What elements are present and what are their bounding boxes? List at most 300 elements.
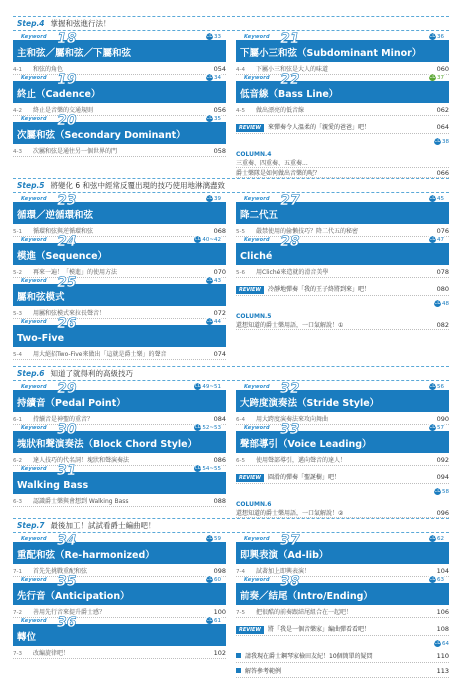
cd-disc-icon: CD	[206, 116, 213, 121]
review-title: 冷靜地彈奏「我的王子終將到來」吧！	[267, 286, 370, 293]
cd-track-badge	[427, 236, 446, 243]
cd-track-number: 57	[437, 424, 444, 431]
keyword-header[interactable]	[236, 422, 449, 453]
right-column	[236, 533, 449, 678]
entry-page: 056	[213, 106, 226, 114]
entry-title: 和弦的角色	[33, 66, 64, 73]
review-title: 將「我是一個音樂家」編曲彈看看吧！	[267, 626, 370, 633]
keyword-section	[236, 422, 449, 466]
keyword-label: Keyword	[21, 384, 47, 390]
keyword-section	[13, 234, 226, 278]
entry-page: 113	[436, 667, 449, 675]
keyword-number: 20	[57, 113, 77, 129]
toc-entry[interactable]	[13, 607, 226, 618]
cd-track-badge	[192, 236, 223, 243]
cd-disc-icon: CD	[429, 34, 436, 39]
entry-title: 次屬和弦是通往另一個世界的門	[33, 148, 118, 155]
left-column	[13, 31, 226, 178]
entry-title: 用大絕招Two-Five來做出「這就是爵士樂」的聲音	[33, 351, 167, 358]
cd-track-number: 64	[442, 640, 449, 647]
cd-track-badge	[427, 74, 446, 81]
cd-track-badge	[427, 535, 446, 542]
keyword-header[interactable]	[236, 533, 449, 564]
cd-track-number: 62	[437, 535, 444, 542]
review-entry[interactable]	[236, 472, 449, 484]
keyword-label: Keyword	[21, 278, 47, 284]
toc-entry[interactable]	[13, 146, 226, 157]
entry-title: 用屬和弦模式來拉長聲音！	[33, 310, 106, 317]
cd-track-number: 63	[437, 576, 444, 583]
cd-track-badge	[192, 424, 223, 431]
keyword-number: 24	[57, 234, 77, 250]
keyword-title: 循環／逆循環和弦	[17, 210, 94, 221]
cd-track-number: 56	[437, 383, 444, 390]
keyword-section	[236, 72, 449, 116]
entry-number: 5-3	[13, 311, 22, 317]
entry-title: 使用聲部導引，邁向聲音的達人！	[256, 457, 347, 464]
step-columns	[13, 193, 449, 366]
keyword-number: 29	[57, 381, 77, 397]
entry-number: 6-2	[13, 458, 22, 464]
step-columns	[13, 31, 449, 178]
keyword-header[interactable]	[13, 113, 226, 144]
keyword-header[interactable]	[236, 381, 449, 412]
keyword-section	[13, 463, 226, 507]
column-row	[236, 168, 449, 178]
keyword-header[interactable]	[236, 31, 449, 62]
cd-disc-icon: CD	[429, 536, 436, 541]
toc-entry[interactable]	[236, 414, 449, 425]
review-tag: REVIEW	[236, 626, 264, 634]
keyword-title: Two-Five	[17, 333, 65, 344]
entry-number: 7-3	[13, 651, 22, 657]
cd-disc-icon: CD	[429, 425, 436, 430]
toc-entry[interactable]	[236, 267, 449, 278]
cd-track-number: 60	[214, 576, 221, 583]
cd-track-number: 37	[437, 74, 444, 81]
entry-title: 達人技巧的代名詞！塊狀和聲演奏法	[33, 457, 130, 464]
keyword-number: 19	[57, 72, 77, 88]
keyword-number: 23	[57, 193, 77, 209]
keyword-header[interactable]	[13, 193, 226, 224]
step-title: 最後加工！試試看爵士編曲吧！	[50, 521, 156, 530]
entry-page: 090	[436, 415, 449, 423]
keyword-header[interactable]	[236, 234, 449, 265]
cd-disc-icon: CD	[434, 489, 441, 494]
cd-track-badge	[434, 639, 449, 648]
keyword-section	[13, 72, 226, 116]
cd-track-number: 39	[214, 195, 221, 202]
entry-title: 把很酷的前奏跟結尾組合在一起吧！	[256, 609, 353, 616]
step-title: 掌握和弦進行法！	[50, 19, 111, 28]
entry-page: 060	[436, 65, 449, 73]
column-row	[236, 320, 449, 330]
keyword-number: 36	[57, 615, 77, 631]
keyword-section	[13, 574, 226, 618]
column-entry[interactable]	[236, 313, 449, 330]
cd-track-number: 36	[437, 33, 444, 40]
cd-track-number: 33	[214, 33, 221, 40]
keyword-label: Keyword	[244, 237, 270, 243]
cd-disc-icon: CD	[194, 466, 202, 471]
cd-track-number: 34	[214, 74, 221, 81]
cd-disc-icon: CD	[194, 237, 202, 242]
keyword-title: 轉位	[17, 632, 37, 643]
square-bullet-icon	[236, 668, 241, 673]
cd-track-badge	[434, 137, 449, 146]
keyword-header[interactable]	[13, 72, 226, 103]
step-number: Step.4	[17, 19, 45, 28]
entry-page: 100	[213, 608, 226, 616]
cd-track-badge	[204, 617, 223, 624]
entry-title: 認識爵士樂與會想到 Walking Bass	[33, 498, 129, 505]
toc-entry[interactable]	[13, 64, 226, 75]
keyword-title: 屬和弦模式	[17, 292, 65, 303]
step-number: Step.7	[17, 521, 45, 530]
keyword-label: Keyword	[21, 618, 47, 624]
entry-page: 064	[436, 123, 449, 131]
keyword-label: Keyword	[21, 237, 47, 243]
cd-track-number: 40~42	[202, 236, 221, 243]
keyword-header[interactable]	[13, 533, 226, 564]
cd-row	[236, 639, 449, 648]
cd-track-badge	[204, 115, 223, 122]
keyword-label: Keyword	[21, 196, 47, 202]
review-title: 來彈奏令人溫柔的「親愛的爸爸」吧！	[267, 124, 370, 131]
entry-title: 終止是音樂的交通規則	[33, 107, 94, 114]
keyword-number: 21	[280, 31, 300, 47]
column-title: 還想知道的爵士樂用語，一口氣解說！①	[236, 322, 344, 329]
keyword-header[interactable]	[13, 275, 226, 306]
cd-disc-icon: CD	[429, 196, 436, 201]
step-columns	[13, 533, 449, 678]
cd-disc-icon: CD	[206, 278, 213, 283]
cd-disc-icon: CD	[429, 237, 436, 242]
keyword-section	[236, 31, 449, 75]
column-tag: COLUMN.6	[236, 501, 272, 508]
keyword-header[interactable]	[236, 574, 449, 605]
keyword-section	[236, 381, 449, 425]
cd-track-number: 35	[214, 115, 221, 122]
review-tag: REVIEW	[236, 286, 264, 294]
toc-entry[interactable]	[236, 607, 449, 618]
keyword-header[interactable]	[13, 615, 226, 646]
entry-page: 110	[436, 652, 449, 660]
keyword-label: Keyword	[244, 384, 270, 390]
entry-page: 072	[213, 309, 226, 317]
keyword-label: Keyword	[21, 319, 47, 325]
entry-page: 070	[213, 268, 226, 276]
keyword-title: 塊狀和聲演奏法（Block Chord Style）	[17, 439, 198, 450]
cd-disc-icon: CD	[206, 536, 213, 541]
entry-page: 058	[213, 147, 226, 155]
keyword-section	[236, 574, 449, 618]
left-column	[13, 381, 226, 518]
entry-page: 080	[436, 285, 449, 293]
right-column	[236, 31, 449, 178]
entry-number: 4-1	[13, 67, 22, 73]
cd-disc-icon: CD	[434, 139, 441, 144]
entry-number: 5-1	[13, 229, 22, 235]
review-tag: REVIEW	[236, 474, 264, 482]
cd-track-number: 43	[214, 277, 221, 284]
entry-page: 088	[213, 497, 226, 505]
keyword-section	[13, 193, 226, 237]
right-column	[236, 193, 449, 366]
cd-disc-icon: CD	[429, 384, 436, 389]
toc-entry[interactable]	[236, 566, 449, 577]
left-column	[13, 533, 226, 678]
entry-number: 4-4	[236, 67, 245, 73]
column-title: 爵士樂隊是如何做出音樂的呢？	[236, 170, 321, 177]
keyword-section	[13, 533, 226, 577]
step-number: Step.6	[17, 369, 45, 378]
keyword-label: Keyword	[244, 75, 270, 81]
cd-disc-icon: CD	[206, 75, 213, 80]
keyword-label: Keyword	[244, 196, 270, 202]
toc-entry[interactable]	[13, 566, 226, 577]
keyword-section	[13, 275, 226, 319]
cd-track-badge	[204, 277, 223, 284]
toc-entry[interactable]	[236, 105, 449, 116]
keyword-section	[13, 422, 226, 466]
entry-title: 試著加上即興表演！	[256, 568, 311, 575]
cd-track-number: 44	[214, 318, 221, 325]
entry-title: 再來一遍！「模進」的使用方法	[33, 269, 118, 276]
entry-page: 102	[213, 649, 226, 657]
column-entry[interactable]	[236, 151, 449, 178]
entry-title: 做出漂亮的低音線	[256, 107, 305, 114]
keyword-header[interactable]	[13, 381, 226, 412]
column-entry[interactable]	[236, 501, 449, 518]
cd-track-badge	[434, 487, 449, 496]
column-row	[236, 158, 449, 168]
toc-entry[interactable]	[13, 267, 226, 278]
keyword-number: 27	[280, 193, 300, 209]
entry-number: 7-4	[236, 569, 245, 575]
entry-number: 5-6	[236, 270, 245, 276]
cd-track-badge	[204, 576, 223, 583]
entry-title: 用大跨度演奏法來攻向舞曲	[256, 416, 329, 423]
keyword-section	[13, 31, 226, 75]
keyword-title: 重配和弦（Re-harmonized）	[17, 550, 155, 561]
entry-number: 6-4	[236, 417, 245, 423]
step-header	[13, 518, 449, 533]
column-tag: COLUMN.5	[236, 313, 272, 320]
keyword-number: 38	[280, 574, 300, 590]
step-header	[13, 16, 449, 31]
keyword-header[interactable]	[236, 193, 449, 224]
keyword-header[interactable]	[13, 316, 226, 347]
keyword-label: Keyword	[21, 577, 47, 583]
cd-track-badge	[427, 33, 446, 40]
step-header	[13, 178, 449, 193]
cd-row	[236, 137, 449, 146]
keyword-label: Keyword	[21, 425, 47, 431]
toc-entry[interactable]	[236, 64, 449, 75]
keyword-title: 即興表演（Ad-lib）	[240, 550, 329, 561]
keyword-label: Keyword	[21, 34, 47, 40]
cd-disc-icon: CD	[434, 301, 441, 306]
keyword-header[interactable]	[13, 31, 226, 62]
cd-track-number: 48	[442, 300, 449, 307]
keyword-number: 22	[280, 72, 300, 88]
keyword-section	[236, 234, 449, 278]
entry-title: 下屬小三和弦是大人的味道	[256, 66, 329, 73]
entry-title: 善用先行音來提升爵士感？	[33, 609, 106, 616]
cd-track-number: 38	[442, 138, 449, 145]
keyword-number: 18	[57, 31, 77, 47]
keyword-number: 25	[57, 275, 77, 291]
cd-track-number: 47	[437, 236, 444, 243]
cd-row	[236, 487, 449, 496]
keyword-section	[13, 113, 226, 157]
toc-entry[interactable]	[13, 349, 226, 360]
cd-track-badge	[427, 576, 446, 583]
keyword-section	[236, 533, 449, 577]
column-row	[236, 508, 449, 518]
cd-track-number: 45	[437, 195, 444, 202]
keyword-title: 低音線（Bass Line）	[240, 89, 339, 100]
entry-page: 098	[213, 567, 226, 575]
cd-disc-icon: CD	[429, 577, 436, 582]
toc-entry[interactable]	[13, 648, 226, 659]
keyword-title: 模進（Sequence）	[17, 251, 108, 262]
left-column	[13, 193, 226, 366]
keyword-label: Keyword	[21, 536, 47, 542]
entry-page: 106	[436, 608, 449, 616]
cd-disc-icon: CD	[429, 75, 436, 80]
keyword-number: 33	[280, 422, 300, 438]
cd-disc-icon: CD	[206, 577, 213, 582]
cd-disc-icon: CD	[434, 641, 441, 646]
entry-page: 066	[436, 169, 449, 177]
keyword-title: Cliché	[240, 251, 273, 262]
cd-track-badge	[204, 33, 223, 40]
keyword-label: Keyword	[244, 577, 270, 583]
bullet-entry[interactable]	[236, 666, 449, 678]
entry-number: 5-2	[13, 270, 22, 276]
entry-title: 首先先挑戰重配和弦	[33, 568, 88, 575]
keyword-number: 35	[57, 574, 77, 590]
toc-entry[interactable]	[13, 308, 226, 319]
toc-entry[interactable]	[236, 455, 449, 466]
cd-track-badge	[427, 383, 446, 390]
keyword-header[interactable]	[236, 72, 449, 103]
entry-page: 082	[436, 321, 449, 329]
entry-number: 6-1	[13, 417, 22, 423]
entry-title: 嚴禁使用的偷懶技巧？降二代五的秘密	[256, 228, 359, 235]
entry-number: 6-5	[236, 458, 245, 464]
keyword-title: Walking Bass	[17, 480, 89, 491]
entry-page: 054	[213, 65, 226, 73]
entry-page: 076	[436, 227, 449, 235]
cd-track-badge	[427, 424, 446, 431]
keyword-label: Keyword	[21, 75, 47, 81]
cd-track-number: 54~55	[202, 465, 221, 472]
keyword-number: 26	[57, 316, 77, 332]
step-title: 知道了就得利的高級技巧	[50, 369, 134, 378]
review-entry[interactable]	[236, 122, 449, 134]
entry-page: 104	[436, 567, 449, 575]
toc-entry[interactable]	[236, 226, 449, 237]
bullet-entry[interactable]	[236, 651, 449, 663]
keyword-title: 主和弦／屬和弦／下屬和弦	[17, 48, 132, 59]
step-number: Step.5	[17, 181, 45, 190]
cd-track-badge	[434, 299, 449, 308]
cd-track-badge	[192, 465, 223, 472]
entry-page: 092	[436, 456, 449, 464]
review-entry[interactable]	[236, 624, 449, 636]
cd-disc-icon: CD	[194, 425, 202, 430]
step-title: 將變化 6 和弦中經常反覆出現的技巧使用地淋漓盡致	[50, 181, 226, 190]
keyword-header[interactable]	[13, 574, 226, 605]
keyword-title: 聲部導引（Voice Leading）	[240, 439, 372, 450]
keyword-header[interactable]	[13, 463, 226, 494]
keyword-title: 終止（Cadence）	[17, 89, 101, 100]
cd-disc-icon: CD	[206, 319, 213, 324]
entry-number: 7-5	[236, 610, 245, 616]
bullet-title: 解答參考範例	[245, 668, 282, 675]
toc-entry[interactable]	[13, 105, 226, 116]
right-column	[236, 381, 449, 518]
cd-track-number: 59	[214, 535, 221, 542]
cd-track-number: 52~53	[202, 424, 221, 431]
entry-title: 改編旋律吧！	[33, 650, 70, 657]
entry-number: 4-5	[236, 108, 245, 114]
keyword-section	[13, 381, 226, 425]
cd-disc-icon: CD	[206, 196, 213, 201]
entry-page: 086	[213, 456, 226, 464]
cd-track-badge	[204, 535, 223, 542]
keyword-number: 32	[280, 381, 300, 397]
column-title: 三重奏、四重奏、五重奏...	[236, 160, 308, 167]
entry-page: 078	[436, 268, 449, 276]
entry-number: 7-1	[13, 569, 22, 575]
cd-track-number: 49~51	[202, 383, 221, 390]
step-header	[13, 366, 449, 381]
entry-number: 5-5	[236, 229, 245, 235]
toc-entry[interactable]	[13, 496, 226, 507]
square-bullet-icon	[236, 653, 241, 658]
keyword-section	[236, 193, 449, 237]
review-entry[interactable]	[236, 284, 449, 296]
entry-title: 持續音是神聖的重音？	[33, 416, 94, 423]
cd-track-number: 58	[442, 488, 449, 495]
entry-number: 4-2	[13, 108, 22, 114]
entry-page: 062	[436, 106, 449, 114]
keyword-title: 下屬小三和弦（Subdominant Minor）	[240, 48, 422, 59]
cd-track-badge	[192, 383, 223, 390]
entry-number: 4-3	[13, 149, 22, 155]
step-columns	[13, 381, 449, 518]
cd-track-badge	[427, 195, 446, 202]
keyword-label: Keyword	[244, 536, 270, 542]
keyword-section	[13, 316, 226, 360]
cd-disc-icon: CD	[194, 384, 202, 389]
entry-number: 6-3	[13, 499, 22, 505]
keyword-header[interactable]	[13, 422, 226, 453]
keyword-label: Keyword	[244, 34, 270, 40]
review-tag: REVIEW	[236, 124, 264, 132]
column-title: 還想知道的爵士樂用語，一口氣解說！②	[236, 510, 344, 517]
keyword-title: 前奏／結尾（Intro/Ending）	[240, 591, 373, 602]
cd-disc-icon: CD	[206, 618, 213, 623]
keyword-title: 持續音（Pedal Point）	[17, 398, 126, 409]
keyword-header[interactable]	[13, 234, 226, 265]
cd-track-badge	[204, 195, 223, 202]
entry-page: 084	[213, 415, 226, 423]
